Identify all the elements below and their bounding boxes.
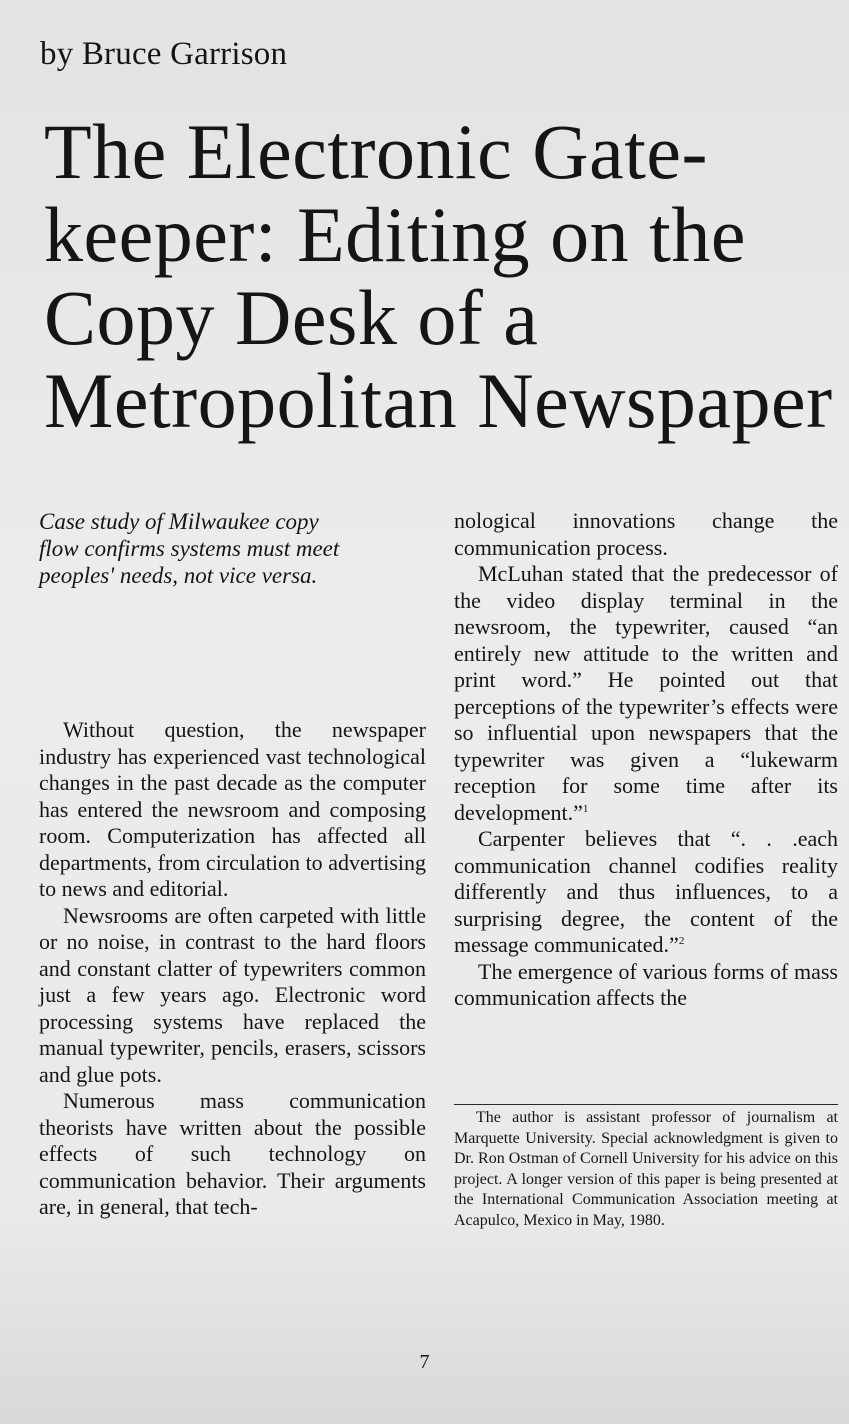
article-title (44, 110, 844, 442)
dek-line: Case study of Milwaukee copy (39, 509, 319, 534)
footnote-marker[interactable]: 2 (678, 935, 685, 947)
body-paragraph: Numerous mass communication theorists have written about the possible effects of such technology on communication behavior. Their arguments are, in general, that tech- (39, 1088, 426, 1219)
page-number: 7 (419, 1351, 430, 1373)
right-column (454, 508, 838, 1012)
title-line: The Electronic Gate- (44, 108, 708, 195)
paragraph-text: Carpenter believes that “. . .each communication channel codifies reality differently and thus influences, to a surprising degree, the content of the message communicated.” (454, 826, 838, 957)
title-line: Metropolitan Newspaper (44, 357, 833, 444)
body-paragraph-continued: nological innovations change the communication process. (454, 508, 838, 560)
body-paragraph: The emergence of various forms of mass communication affects the (454, 958, 838, 1010)
left-column (39, 508, 426, 1221)
article-dek (39, 508, 426, 589)
dek-line: flow confirms systems must meet (39, 536, 340, 561)
body-paragraph (454, 826, 838, 959)
body-paragraph: Newsrooms are often carpeted with little or no noise, in contrast to the hard floors and constant clatter of typewriters common just a few years ago. Electronic word processing systems have replaced the manual typewriter, pencils, erasers, scissors and glue pots. (39, 902, 426, 1087)
footnote-divider (454, 1104, 838, 1105)
body-paragraph: Without question, the newspaper industry has experienced vast technological changes in the past decade as the computer has entered the newsroom and composing room. Computerization has affected all departments, from circulation to advertising to news and editorial. (39, 717, 426, 901)
author-footnote: The author is assistant professor of journalism at Marquette University. Special acknowledgment is given to Dr. Ron Ostman of Cornell University for his advice on this project. A longer version of this paper is being presented at the International Communication Association meeting at Acapulco, Mexico in May, 1980. (454, 1109, 838, 1229)
dek-line: peoples' needs, not vice versa. (39, 563, 318, 588)
footnote-marker[interactable]: 1 (582, 802, 589, 815)
title-line: keeper: Editing on the (44, 191, 746, 278)
title-line: Copy Desk of a (44, 274, 539, 361)
paragraph-text: McLuhan stated that the predecessor of the video display terminal in the newsroom, the typewriter, caused “an entirely new attitude to the written and print word.” He pointed out that perceptions of the typewriter’s effects were so influential upon newspapers that the typewriter was given a “lukewarm reception for some time after its development.” (454, 561, 838, 825)
body-paragraph (454, 561, 838, 826)
byline: by Bruce Garrison (40, 36, 288, 72)
